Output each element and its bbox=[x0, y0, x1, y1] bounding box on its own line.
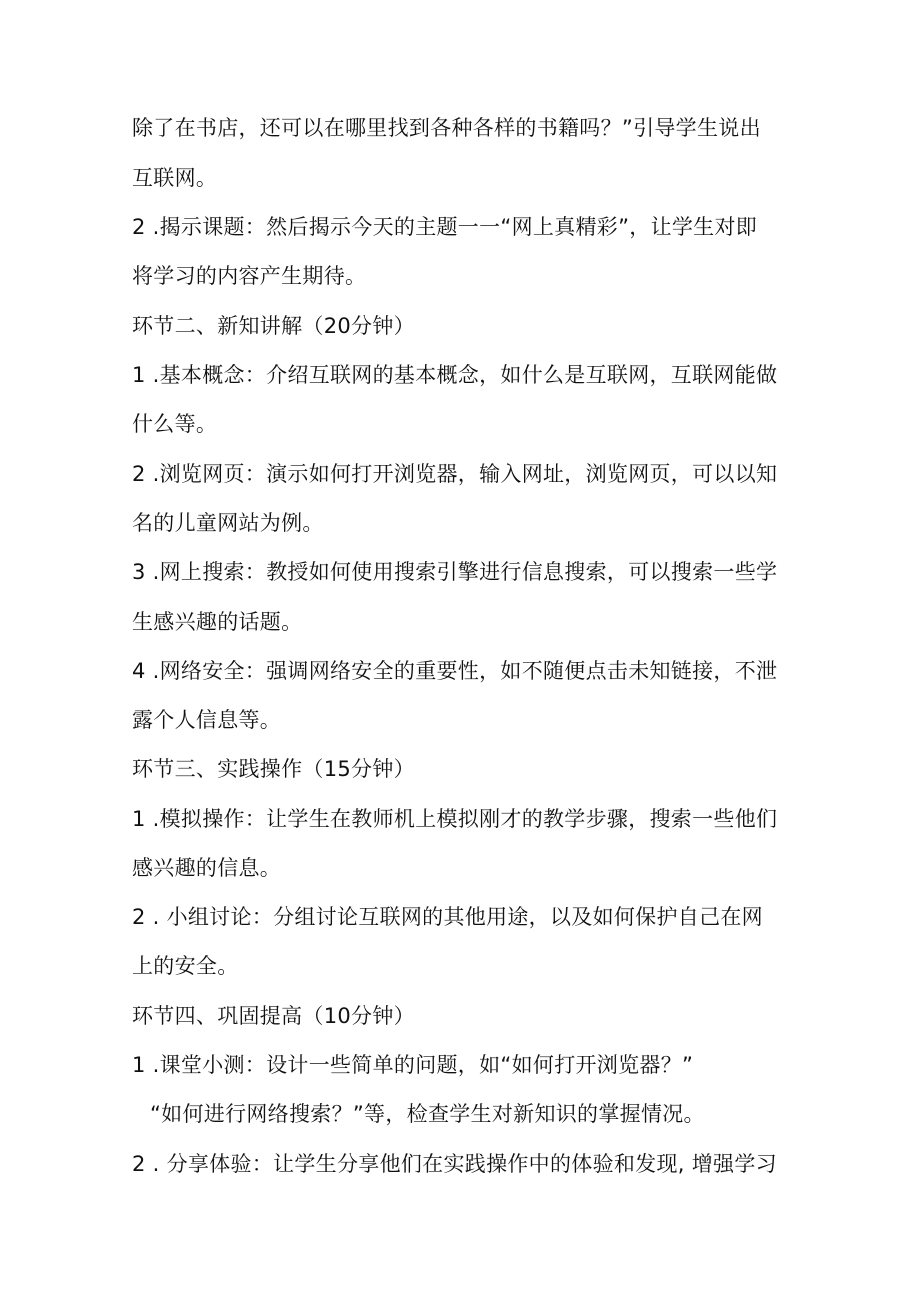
text-line: 2 .揭示课题：然后揭示今天的主题一一“网上真精彩”，让学生对即 bbox=[132, 215, 758, 239]
text-line: “如何进行网络搜索？”等，检查学生对新知识的掌握情况。 bbox=[150, 1102, 705, 1126]
section-heading: 环节四、巩固提高（10分钟） bbox=[132, 1004, 415, 1028]
text-line: 2 .浏览网页：演示如何打开浏览器，输入网址，浏览网页，可以以知 bbox=[132, 462, 778, 486]
text-line: 1 .模拟操作：让学生在教师机上模拟刚才的教学步骤，搜索一些他们 bbox=[132, 807, 778, 831]
text-line: 除了在书店，还可以在哪里找到各种各样的书籍吗？”引导学生说出 bbox=[132, 116, 761, 140]
section-heading: 环节二、新知讲解（20分钟） bbox=[132, 314, 415, 338]
text-line: 将学习的内容产生期待。 bbox=[132, 264, 367, 288]
text-line: 上的安全。 bbox=[132, 954, 239, 978]
text-line: 4 .网络安全：强调网络安全的重要性，如不随便点击未知链接，不泄 bbox=[132, 659, 778, 683]
text-line: 感兴趣的信息。 bbox=[132, 856, 282, 880]
text-line: 1 .基本概念：介绍互联网的基本概念，如什么是互联网，互联网能做 bbox=[132, 363, 778, 387]
text-line: 互联网。 bbox=[132, 166, 218, 190]
text-line: 2 . 小组讨论：分组讨论互联网的其他用途，以及如何保护自己在网 bbox=[132, 905, 763, 929]
text-line: 生感兴趣的话题。 bbox=[132, 610, 303, 634]
text-line: 露个人信息等。 bbox=[132, 708, 282, 732]
text-line: 2 . 分享体验：让学生分享他们在实践操作中的体验和发现, 增强学习 bbox=[132, 1152, 777, 1176]
section-heading: 环节三、实践操作（15分钟） bbox=[132, 757, 415, 781]
text-line: 名的儿童网站为例。 bbox=[132, 511, 324, 535]
text-line: 什么等。 bbox=[132, 412, 218, 436]
text-line: 1 .课堂小测：设计一些简单的问题，如“如何打开浏览器？” bbox=[132, 1053, 694, 1077]
text-line: 3 .网上搜索：教授如何使用搜索引擎进行信息搜索，可以搜索一些学 bbox=[132, 560, 778, 584]
